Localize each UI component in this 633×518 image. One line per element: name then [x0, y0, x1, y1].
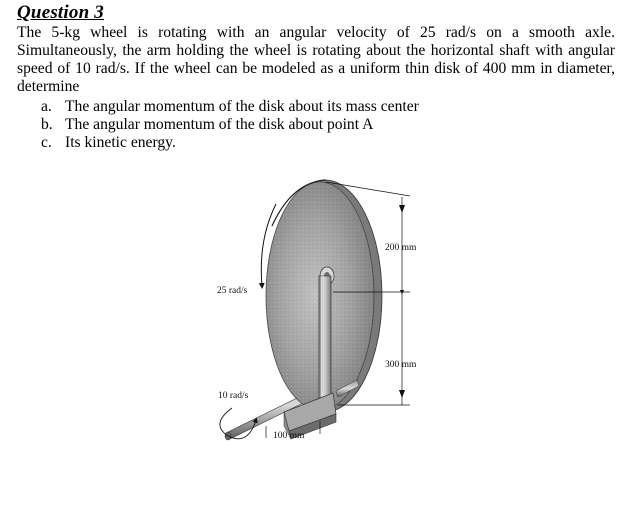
arm-rate-label: 10 rad/s	[218, 391, 249, 401]
problem-line-2: Simultaneously, the arm holding the wheel is rotating about the horizontal shaft with	[17, 42, 563, 59]
question-heading: Question 3	[17, 2, 104, 23]
task-letter: c.	[41, 134, 52, 151]
task-item-a	[41, 98, 419, 116]
wheel-diagram	[195, 172, 455, 462]
dim-200-label: 200 mm	[385, 243, 417, 253]
task-list	[41, 98, 419, 152]
task-letter: b.	[41, 116, 53, 133]
problem-line-3: angular speed of 10 rad/s. If the wheel can be modeled as a uniform thin disk of 400	[17, 42, 615, 77]
task-text: Its kinetic energy.	[65, 134, 176, 151]
wheel-figure	[195, 172, 455, 462]
task-item-b	[41, 116, 419, 134]
spin-rate-label: 25 rad/s	[217, 286, 248, 296]
task-text: The angular momentum of the disk about its mass center	[65, 98, 419, 115]
dim-300-label: 300 mm	[385, 360, 417, 370]
problem-line-1: The 5-kg wheel is rotating with an angular velocity of 25 rad/s on a smooth axle.	[17, 24, 615, 41]
problem-statement	[17, 24, 615, 96]
task-item-c	[41, 134, 419, 152]
problem-line-4: mm in diameter, determine	[17, 60, 615, 95]
task-text: The angular momentum of the disk about point A	[65, 116, 374, 133]
dim-100-label: 100 mm	[273, 431, 305, 441]
task-letter: a.	[41, 98, 52, 115]
